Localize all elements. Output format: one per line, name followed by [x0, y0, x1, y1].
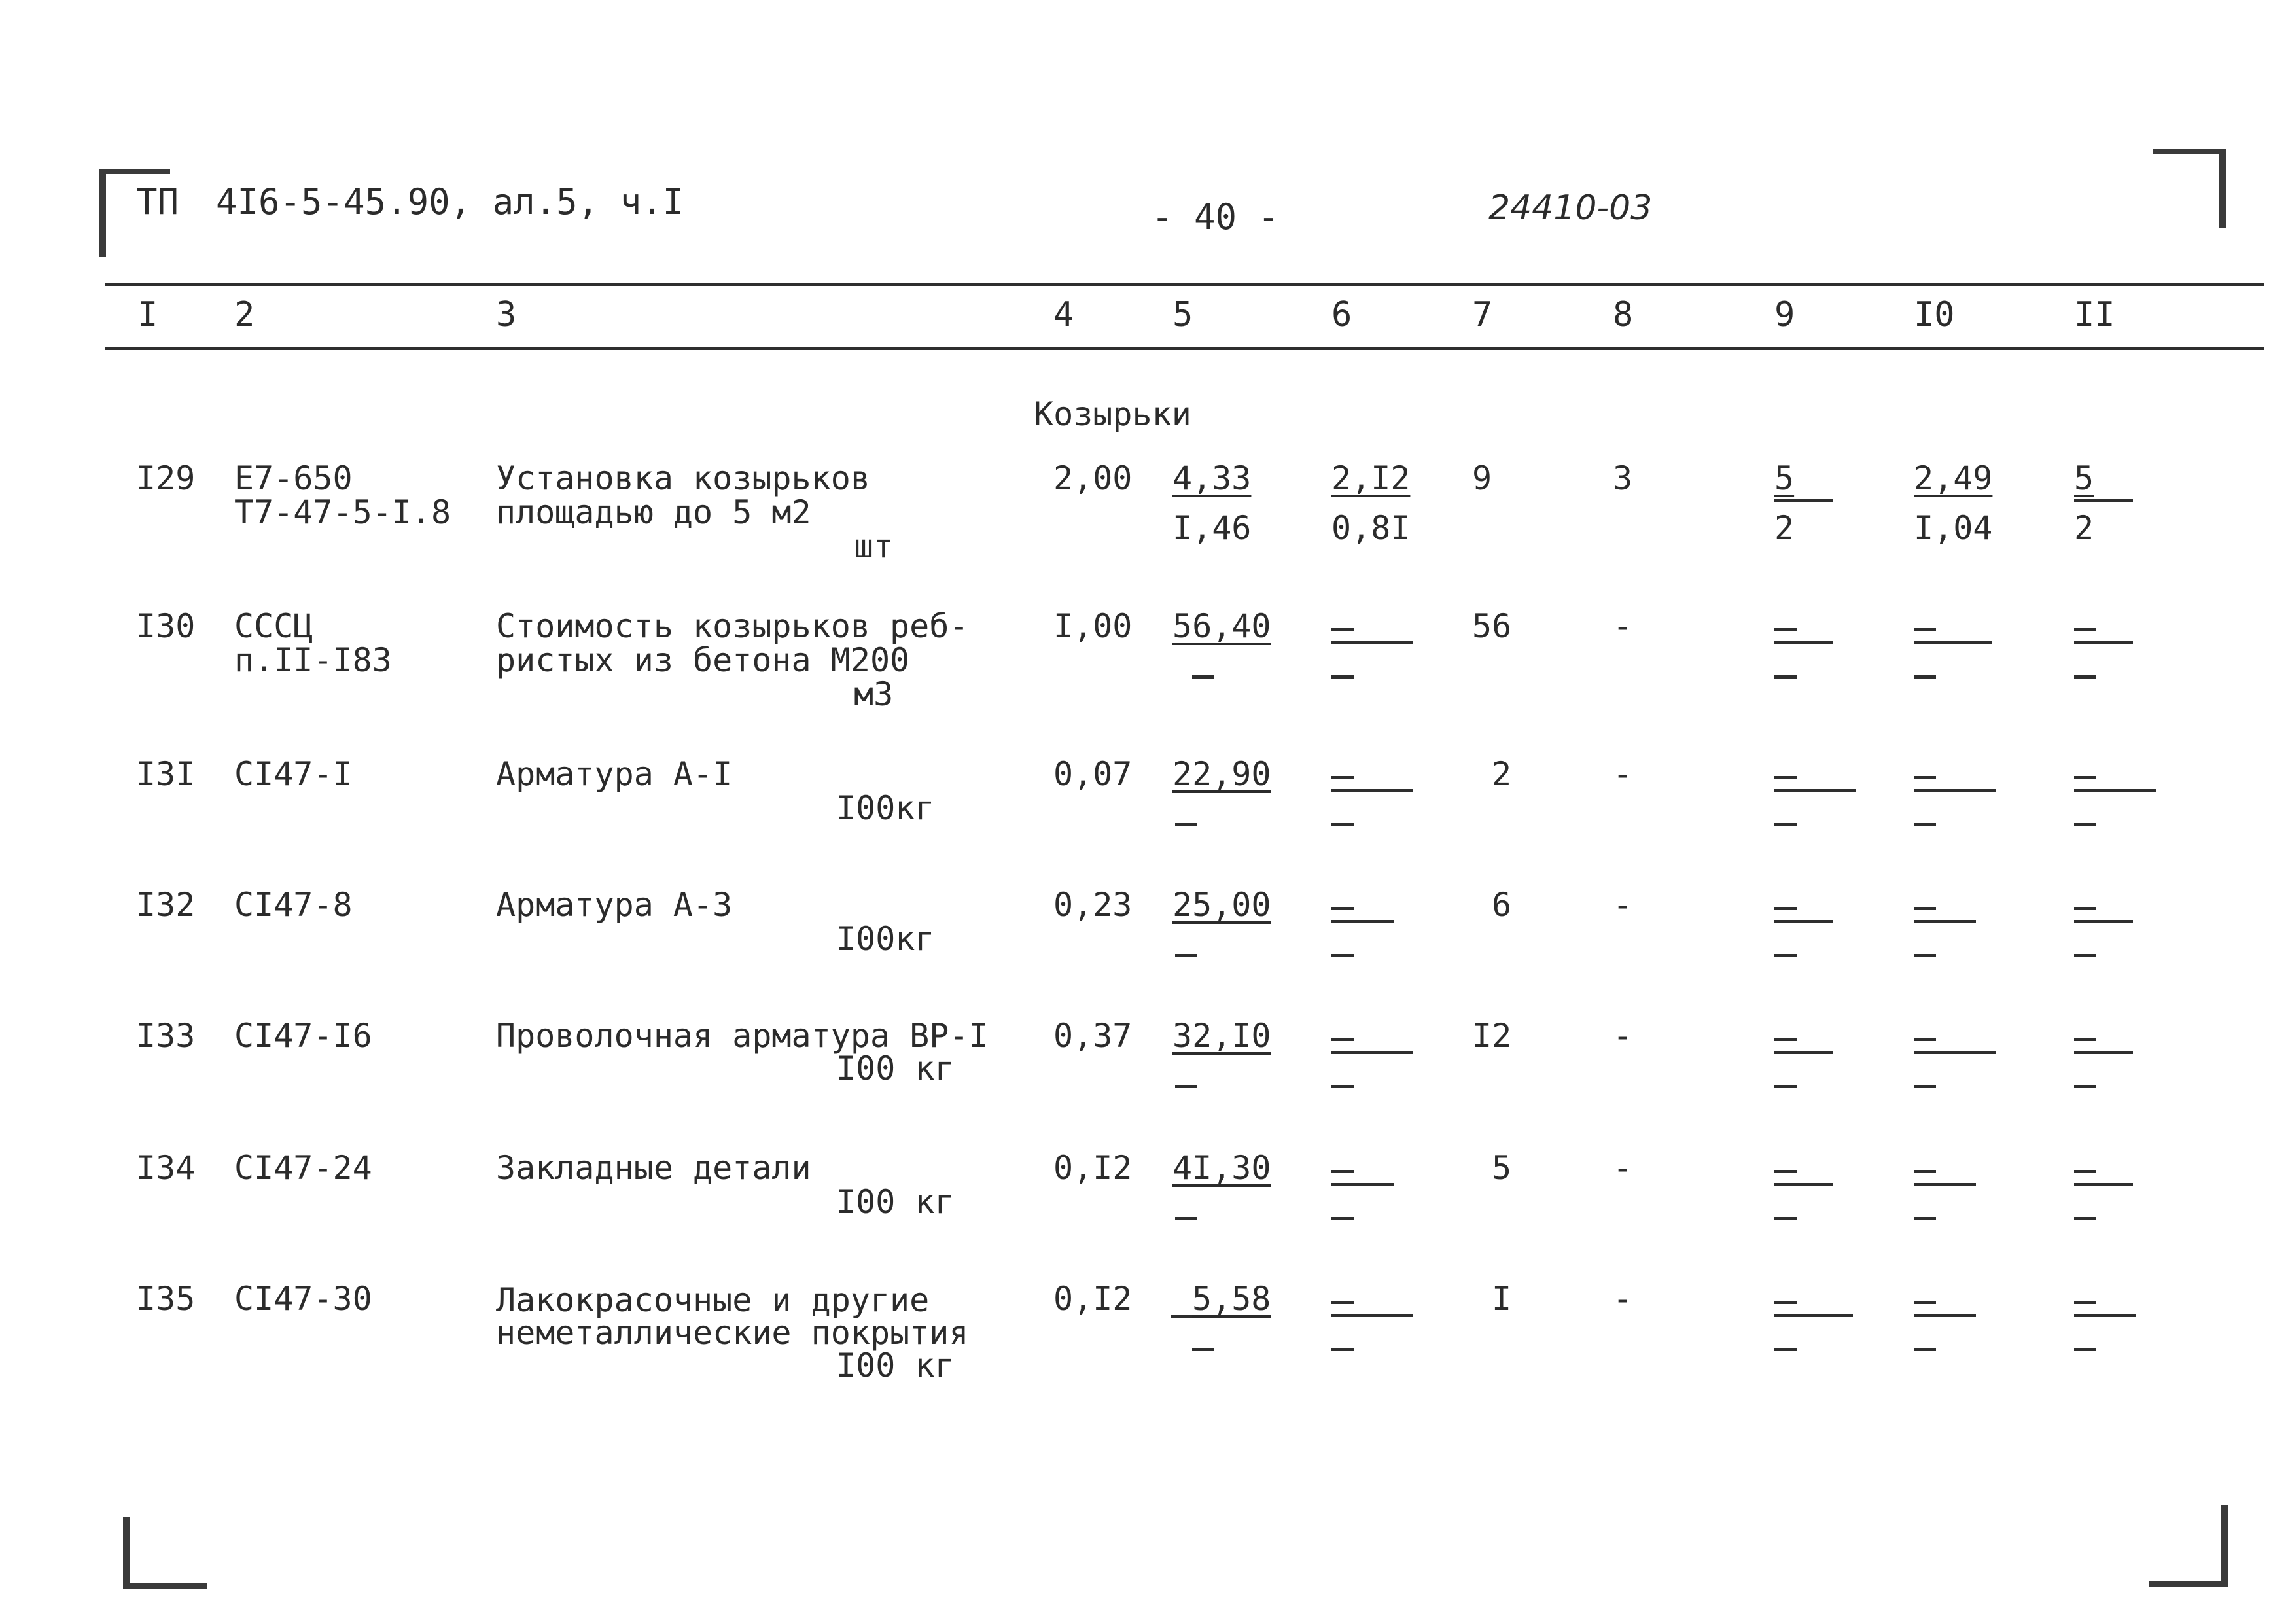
- row-quantity: 0,07: [1053, 755, 1133, 793]
- row-quantity: 0,37: [1053, 1017, 1133, 1055]
- empty-dash: [1914, 776, 1936, 779]
- corner-mark-top-left: [99, 169, 170, 174]
- corner-mark-bottom-left: [123, 1517, 130, 1589]
- table-header-bottom-rule: [105, 347, 2264, 350]
- column-header-9: 9: [1774, 295, 1795, 334]
- empty-dash: [2074, 776, 2096, 779]
- row-col5-top: 32,I0: [1172, 1017, 1271, 1055]
- column-header-1: I: [137, 295, 158, 334]
- corner-mark-top-right: [2153, 149, 2226, 154]
- empty-fraction-bar: [1914, 920, 1976, 923]
- fraction-bar: [2074, 499, 2133, 502]
- row-description-line-1: Закладные детали: [496, 1149, 811, 1187]
- page-number: - 40 -: [1152, 196, 1280, 238]
- empty-dash: [1774, 823, 1797, 826]
- row-col5-bottom: I,46: [1172, 509, 1252, 547]
- row-description-line-1: Стоимость козырьков реб-: [496, 607, 969, 645]
- corner-mark-top-right: [2219, 149, 2226, 228]
- row-col7: I2: [1472, 1017, 1512, 1055]
- row-unit: I00кг: [836, 789, 935, 827]
- column-header-6: 6: [1331, 295, 1352, 334]
- empty-dash: [2074, 1170, 2096, 1173]
- row-code-line-2: Т7-47-5-I.8: [234, 493, 451, 531]
- empty-fraction-bar: [1331, 1051, 1413, 1054]
- row-col5-top: 5,58: [1192, 1280, 1271, 1318]
- empty-dash: [1331, 1085, 1354, 1088]
- row-code-line-2: п.II-I83: [234, 641, 392, 679]
- row-code-line-1: СI47-30: [234, 1280, 372, 1318]
- row-description-line-2: неметаллические покрытия: [496, 1314, 969, 1352]
- empty-dash: [1774, 675, 1797, 679]
- row-unit: I00 кг: [836, 1050, 955, 1087]
- column-header-3: 3: [496, 295, 517, 334]
- row-col11-top: 5: [2074, 459, 2094, 497]
- empty-dash: [1331, 954, 1354, 957]
- row-description-line-2: ристых из бетона М200: [496, 641, 910, 679]
- column-header-5: 5: [1172, 295, 1193, 334]
- corner-mark-top-left: [99, 169, 106, 257]
- column-header-7: 7: [1472, 295, 1493, 334]
- column-header-2: 2: [234, 295, 255, 334]
- empty-fraction-bar: [1914, 1314, 1976, 1317]
- column-header-8: 8: [1613, 295, 1634, 334]
- empty-dash: [1192, 1348, 1214, 1351]
- fraction-bar-extension: [1171, 1315, 1192, 1318]
- empty-dash: [1331, 1217, 1354, 1220]
- empty-fraction-bar: [1774, 789, 1856, 792]
- doc-code: 4I6-5-45.90, ал.5, ч.I: [216, 181, 684, 222]
- empty-fraction-bar: [1774, 1183, 1833, 1186]
- doc-prefix: ТП: [136, 181, 179, 222]
- empty-fraction-bar: [1331, 641, 1413, 644]
- row-col8: -: [1613, 755, 1633, 793]
- row-col11-bottom: 2: [2074, 509, 2094, 547]
- handwritten-code: 24410-03: [1488, 188, 1653, 228]
- corner-mark-bottom-left: [123, 1583, 207, 1589]
- empty-dash: [2074, 954, 2096, 957]
- row-col10-bottom: I,04: [1914, 509, 1993, 547]
- row-unit: I00 кг: [836, 1347, 955, 1385]
- row-quantity: 2,00: [1053, 459, 1133, 497]
- row-col7: 2: [1492, 755, 1512, 793]
- empty-fraction-bar: [1914, 641, 1992, 644]
- empty-fraction-bar: [2074, 920, 2133, 923]
- empty-dash: [2074, 675, 2096, 679]
- empty-fraction-bar: [1914, 1183, 1976, 1186]
- row-col5-top: 4I,30: [1172, 1149, 1271, 1187]
- empty-dash: [1914, 675, 1936, 679]
- empty-dash: [1774, 1085, 1797, 1088]
- row-col8: -: [1613, 1149, 1633, 1187]
- row-description-line-1: Лакокрасочные и другие: [496, 1281, 930, 1319]
- empty-dash: [1914, 1170, 1936, 1173]
- row-description-line-1: Установка козырьков: [496, 459, 870, 497]
- row-col5-top: 4,33: [1172, 459, 1252, 497]
- empty-dash: [2074, 1217, 2096, 1220]
- empty-dash: [2074, 907, 2096, 910]
- row-number: I3I: [136, 755, 196, 793]
- empty-dash: [2074, 1085, 2096, 1088]
- row-col5-top: 25,00: [1172, 886, 1271, 924]
- empty-fraction-bar: [1331, 920, 1394, 923]
- row-col7: 5: [1492, 1149, 1512, 1187]
- empty-fraction-bar: [2074, 789, 2156, 792]
- empty-dash: [1331, 823, 1354, 826]
- empty-fraction-bar: [1331, 789, 1413, 792]
- row-code-line-1: Е7-650: [234, 459, 353, 497]
- empty-dash: [1331, 675, 1354, 679]
- row-description-line-1: Арматура А-I: [496, 755, 733, 793]
- row-col7: 6: [1492, 886, 1512, 924]
- empty-dash: [1774, 628, 1797, 631]
- empty-dash: [2074, 823, 2096, 826]
- empty-fraction-bar: [1914, 1051, 1996, 1054]
- row-col7: 56: [1472, 607, 1512, 645]
- row-col9-top: 5: [1774, 459, 1795, 497]
- empty-dash: [1914, 1085, 1936, 1088]
- empty-dash: [1914, 907, 1936, 910]
- empty-dash: [1175, 954, 1197, 957]
- empty-dash: [1331, 1348, 1354, 1351]
- empty-fraction-bar: [2074, 1183, 2133, 1186]
- empty-dash: [1175, 1085, 1197, 1088]
- section-title: Козырьки: [1034, 395, 1191, 433]
- empty-dash: [1331, 776, 1354, 779]
- empty-dash: [1175, 823, 1197, 826]
- empty-dash: [1914, 823, 1936, 826]
- row-col7: I: [1492, 1280, 1512, 1318]
- empty-dash: [1914, 1038, 1936, 1041]
- row-col9-bottom: 2: [1774, 509, 1795, 547]
- row-col10-top: 2,49: [1914, 459, 1993, 497]
- table-top-rule: [105, 283, 2264, 286]
- row-number: I35: [136, 1280, 196, 1318]
- row-quantity: 0,I2: [1053, 1280, 1133, 1318]
- row-code-line-1: СССЦ: [234, 607, 313, 645]
- empty-dash: [1914, 1301, 1936, 1304]
- empty-fraction-bar: [2074, 641, 2133, 644]
- row-number: I30: [136, 607, 196, 645]
- row-code-line-1: СI47-I6: [234, 1017, 372, 1055]
- row-col5-top: 22,90: [1172, 755, 1271, 793]
- empty-dash: [1914, 1348, 1936, 1351]
- row-unit: I00кг: [836, 920, 935, 958]
- row-col6-bottom: 0,8I: [1331, 509, 1411, 547]
- empty-dash: [1774, 1038, 1797, 1041]
- empty-dash: [1774, 776, 1797, 779]
- row-col7: 9: [1472, 459, 1492, 497]
- row-number: I33: [136, 1017, 196, 1055]
- empty-dash: [2074, 628, 2096, 631]
- empty-fraction-bar: [1774, 920, 1833, 923]
- row-code-line-1: СI47-24: [234, 1149, 372, 1187]
- row-col6-top: 2,I2: [1331, 459, 1411, 497]
- column-header-4: 4: [1053, 295, 1074, 334]
- empty-fraction-bar: [1774, 1314, 1853, 1317]
- row-unit: I00 кг: [836, 1183, 955, 1221]
- empty-dash: [2074, 1301, 2096, 1304]
- corner-mark-bottom-right: [2221, 1505, 2228, 1587]
- empty-dash: [1331, 1170, 1354, 1173]
- empty-dash: [1331, 1301, 1354, 1304]
- empty-fraction-bar: [1331, 1183, 1394, 1186]
- fraction-bar: [1774, 499, 1833, 502]
- empty-dash: [2074, 1348, 2096, 1351]
- empty-dash: [1175, 1217, 1197, 1220]
- row-col8: -: [1613, 1280, 1633, 1318]
- row-quantity: 0,23: [1053, 886, 1133, 924]
- row-col8: -: [1613, 886, 1633, 924]
- empty-dash: [1774, 907, 1797, 910]
- row-col5-top: 56,40: [1172, 607, 1271, 645]
- empty-dash: [1774, 954, 1797, 957]
- empty-dash: [1774, 1348, 1797, 1351]
- empty-dash: [1331, 907, 1354, 910]
- row-code-line-1: СI47-I: [234, 755, 353, 793]
- row-number: I32: [136, 886, 196, 924]
- empty-dash: [1331, 628, 1354, 631]
- empty-dash: [1192, 675, 1214, 679]
- empty-dash: [1914, 954, 1936, 957]
- empty-dash: [1774, 1170, 1797, 1173]
- row-col8: -: [1613, 607, 1633, 645]
- empty-dash: [2074, 1038, 2096, 1041]
- empty-dash: [1331, 1038, 1354, 1041]
- empty-fraction-bar: [1774, 1051, 1833, 1054]
- column-header-11: II: [2074, 295, 2115, 334]
- row-col8: 3: [1613, 459, 1633, 497]
- empty-fraction-bar: [2074, 1314, 2136, 1317]
- row-description-line-1: Арматура А-3: [496, 886, 733, 924]
- row-unit: шт: [854, 527, 894, 565]
- empty-dash: [1774, 1217, 1797, 1220]
- row-description-line-1: Проволочная арматура ВР-I: [496, 1017, 989, 1055]
- empty-dash: [1914, 1217, 1936, 1220]
- row-code-line-1: СI47-8: [234, 886, 353, 924]
- empty-fraction-bar: [1774, 641, 1833, 644]
- corner-mark-bottom-right: [2149, 1581, 2228, 1587]
- row-col8: -: [1613, 1017, 1633, 1055]
- empty-fraction-bar: [2074, 1051, 2133, 1054]
- empty-dash: [1774, 1301, 1797, 1304]
- empty-dash: [1914, 628, 1936, 631]
- row-number: I34: [136, 1149, 196, 1187]
- row-quantity: I,00: [1053, 607, 1133, 645]
- row-unit: м3: [854, 675, 894, 713]
- row-description-line-2: площадью до 5 м2: [496, 493, 811, 531]
- empty-fraction-bar: [1331, 1314, 1413, 1317]
- empty-fraction-bar: [1914, 789, 1996, 792]
- row-number: I29: [136, 459, 196, 497]
- column-header-10: I0: [1914, 295, 1955, 334]
- row-quantity: 0,I2: [1053, 1149, 1133, 1187]
